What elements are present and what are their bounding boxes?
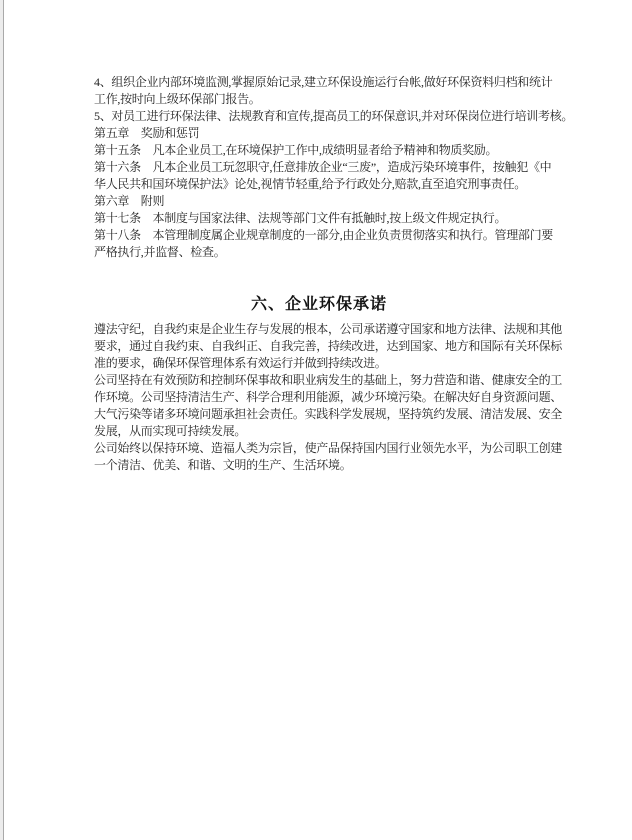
document-text-line: 第十六条 凡本企业员工玩忽职守,任意排放企业“三废”，造成污染环境事件，按触犯《中	[94, 160, 552, 174]
document-text-line: 大气污染等诸多环境问题承担社会责任。实践科学发展规，坚持筑约发展、清洁发展、安全	[94, 407, 563, 421]
section-heading: 六、企业环保承诺	[250, 296, 387, 313]
commitment-section	[94, 321, 563, 474]
document-text-line: 严格执行,并监督、检查。	[94, 245, 226, 259]
document-text-line: 发展，从而实现可持续发展。	[94, 424, 247, 438]
document-text-line: 准的要求，确保环保管理体系有效运行并做到持续改进。	[94, 356, 387, 370]
document-text-line: 要求，通过自我约束、自我纠正、自我完善，持续改进，达到国家、地方和国际有关环保标	[94, 339, 563, 353]
document-text-line: 工作,按时向上级环保部门报告。	[94, 92, 261, 106]
chapter-title-line: 第五章 奖励和惩罚	[94, 126, 200, 140]
chapter-title-line: 第六章 附则	[94, 194, 165, 208]
page-left-edge-shadow	[0, 0, 4, 840]
document-text-line: 一个清洁、优美、和谐、文明的生产、生活环境。	[94, 458, 352, 472]
document-text-line: 华人民共和国环境保护法》论处,视情节轻重,给予行政处分,赔款,直至追究刑事责任。	[94, 177, 527, 191]
document-text-line: 第十八条 本管理制度属企业规章制度的一部分,由企业负责贯彻落实和执行。管理部门要	[94, 228, 554, 242]
rules-section	[94, 74, 574, 261]
document-text-line: 作环境。公司坚持清洁生产、科学合理利用能源，减少环境污染。在解决好自身资源问题、	[94, 390, 563, 404]
document-text-line: 4、组织企业内部环境监测,掌握原始记录,建立环保设施运行台帐,做好环保资料归档和统计	[94, 75, 553, 89]
document-text-line: 公司始终以保持环境、造福人类为宗旨，使产品保持国内国行业领先水平，为公司职工创建	[94, 441, 563, 455]
document-text-line: 第十五条 凡本企业员工,在环境保护工作中,成绩明显者给予精神和物质奖励。	[94, 143, 498, 157]
document-text-line: 第十七条 本制度与国家法律、法规等部门文件有抵触时,按上级文件规定执行。	[94, 211, 507, 225]
document-text-line: 5、对员工进行环保法律、法规教育和宣传,提高员工的环保意识,并对环保岗位进行培训考核。	[94, 109, 574, 123]
document-text-line: 遵法守纪，自我约束是企业生存与发展的根本，公司承诺遵守国家和地方法律、法规和其他	[94, 322, 563, 336]
document-text-line: 公司坚持在有效预防和控制环保事故和职业病发生的基础上，努力营造和谐、健康安全的工	[94, 373, 563, 387]
